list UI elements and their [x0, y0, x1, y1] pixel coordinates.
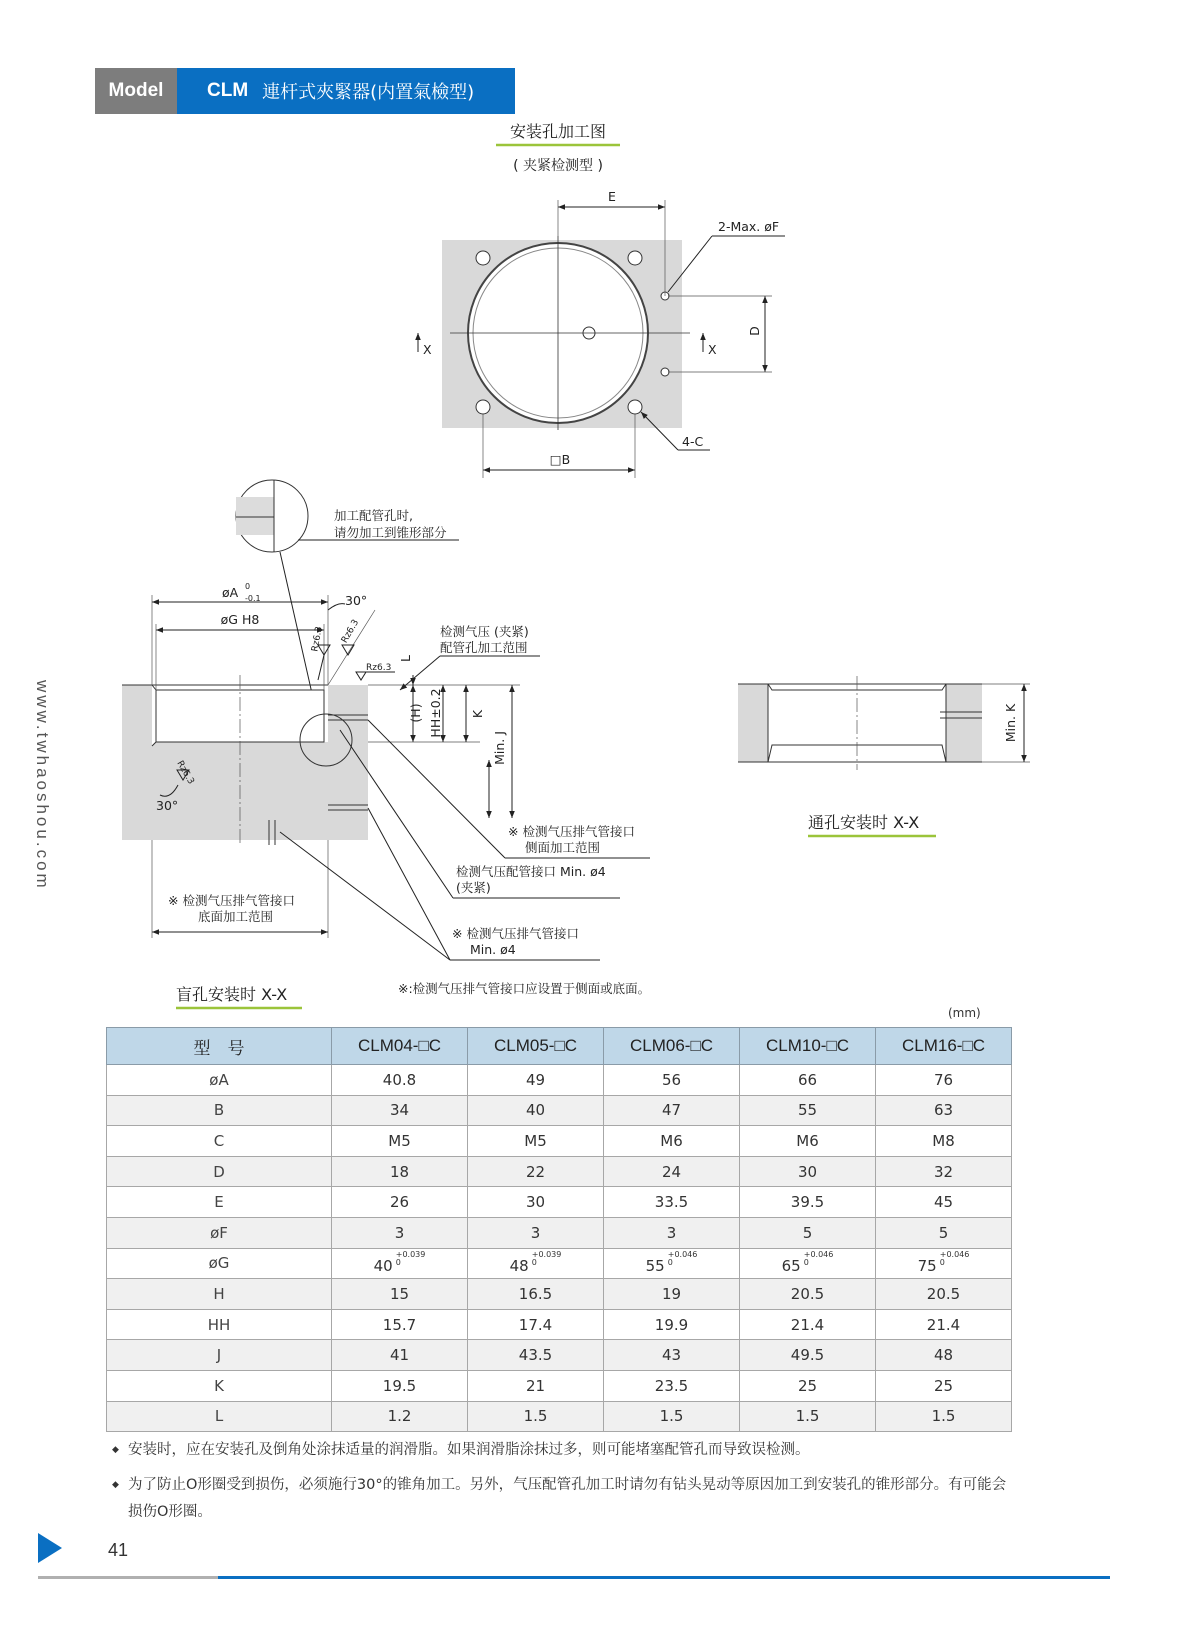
- blind-title: 盲孔安装时 X-X: [176, 985, 288, 1004]
- table-cell: [332, 1217, 468, 1248]
- table-cell: [332, 1401, 468, 1432]
- table-row: [107, 1401, 1012, 1432]
- cell-value: 65: [781, 1257, 801, 1276]
- table-row: [107, 1095, 1012, 1126]
- table-cell: [604, 1095, 740, 1126]
- cell-value: M5: [388, 1131, 411, 1150]
- row-key: øG: [107, 1248, 332, 1279]
- dim-min-k: Min. K: [1003, 703, 1018, 743]
- cell-value: 40: [373, 1257, 393, 1276]
- note-taper-2: 请勿加工到锥形部分: [334, 525, 447, 540]
- table-cell: [604, 1370, 740, 1401]
- tolerance-lower: 0: [531, 1258, 537, 1268]
- table-cell: [740, 1126, 876, 1157]
- table-row: [107, 1187, 1012, 1218]
- dim-h: (H): [408, 703, 423, 723]
- unit-label: (mm): [948, 1006, 981, 1020]
- top-view: [418, 189, 785, 478]
- header-model-5: CLM16-□C: [876, 1028, 1012, 1065]
- table-cell: [740, 1217, 876, 1248]
- cell-value: M8: [932, 1131, 955, 1150]
- page-number: 41: [108, 1540, 129, 1560]
- cell-value: 15: [389, 1284, 410, 1303]
- table-cell: [740, 1187, 876, 1218]
- cell-value: 3: [530, 1223, 541, 1242]
- cell-value: 76: [933, 1070, 954, 1089]
- table-cell: [876, 1095, 1012, 1126]
- cell-value: 33.5: [654, 1193, 689, 1212]
- cell-value: 21.4: [926, 1315, 961, 1334]
- table-cell: [468, 1095, 604, 1126]
- dim-e: E: [608, 189, 616, 204]
- dim-d: D: [747, 326, 762, 336]
- table-cell: [740, 1279, 876, 1310]
- tolerance-upper: +0.046: [667, 1250, 698, 1260]
- dim-hh: HH±0.2: [428, 688, 443, 738]
- table-cell: [604, 1309, 740, 1340]
- cell-value: 55: [797, 1101, 818, 1120]
- cell-value: 32: [933, 1162, 954, 1181]
- cell-value: 3: [666, 1223, 677, 1242]
- cell-value: 23.5: [654, 1376, 689, 1395]
- table-cell: [468, 1187, 604, 1218]
- model-label: Model: [95, 68, 177, 114]
- row-key: B: [107, 1095, 332, 1126]
- cell-value: M6: [660, 1131, 683, 1150]
- tolerance-upper: +0.039: [531, 1250, 562, 1260]
- row-key: E: [107, 1187, 332, 1218]
- cell-value: 45: [933, 1193, 954, 1212]
- tolerance-lower: 0: [803, 1258, 809, 1268]
- note-range-2: 配管孔加工范围: [440, 640, 528, 655]
- watermark: www.twhaoshou.com: [33, 680, 52, 891]
- header-model-3: CLM06-□C: [604, 1028, 740, 1065]
- table-cell: [876, 1279, 1012, 1310]
- cell-value: 40.8: [382, 1070, 417, 1089]
- tolerance: [668, 1251, 698, 1267]
- cell-value: 20.5: [926, 1284, 961, 1303]
- table-cell: [604, 1401, 740, 1432]
- table-cell: [876, 1248, 1012, 1279]
- table-cell: [876, 1340, 1012, 1371]
- note-exhaust-2: Min. ø4: [470, 942, 516, 957]
- table-cell: [332, 1187, 468, 1218]
- row-key: øF: [107, 1217, 332, 1248]
- table-cell: [332, 1065, 468, 1096]
- cell-value: 63: [933, 1101, 954, 1120]
- dim-a-tol-lower: -0.1: [245, 594, 261, 603]
- cell-value: 75: [917, 1257, 937, 1276]
- row-key: øA: [107, 1065, 332, 1096]
- cell-value: 48: [933, 1346, 954, 1365]
- table-cell: [468, 1156, 604, 1187]
- table-cell: [604, 1217, 740, 1248]
- table-cell: [604, 1156, 740, 1187]
- cell-value: 21: [525, 1376, 546, 1395]
- exhaust-footnote: ※:检测气压排气管接口应设置于侧面或底面。: [398, 981, 651, 996]
- tolerance-lower: 0: [667, 1258, 673, 1268]
- cell-value: M6: [796, 1131, 819, 1150]
- table-cell: [604, 1065, 740, 1096]
- tolerance: [940, 1251, 970, 1267]
- table-cell: [876, 1217, 1012, 1248]
- cell-value: 56: [661, 1070, 682, 1089]
- cell-value: 25: [797, 1376, 818, 1395]
- note-oring: ◆ 为了防止O形圈受到损伤，必须施行30°的锥角加工。另外，气压配管孔加工时请勿有钻头晃动等原因加工到安装孔的锥形部分。有可能会损伤O形圈。: [112, 1472, 1012, 1526]
- note-exhaust-1: ※ 检测气压排气管接口: [452, 926, 579, 941]
- table-cell: [468, 1309, 604, 1340]
- tolerance: [804, 1251, 834, 1267]
- table-cell: [876, 1309, 1012, 1340]
- table-cell: [468, 1217, 604, 1248]
- table-row: [107, 1217, 1012, 1248]
- drawing-subtitle: ( 夹紧检测型 ): [513, 158, 603, 174]
- table-row: [107, 1156, 1012, 1187]
- note-taper-1: 加工配管孔时,: [334, 508, 413, 523]
- note-port-2: (夹紧): [456, 880, 491, 895]
- product-title: 連杆式夾緊器(内置氣檢型): [262, 82, 475, 103]
- through-title: 通孔安装时 X-X: [808, 813, 920, 832]
- note-lubricant: ◆ 安装时，应在安装孔及倒角处涂抹适量的润滑脂。如果润滑脂涂抹过多，则可能堵塞配管孔而导致误检测。: [112, 1437, 1012, 1464]
- cell-value: 40: [525, 1101, 546, 1120]
- dim-a-tol-upper: 0: [245, 582, 251, 591]
- table-row: [107, 1279, 1012, 1310]
- table-cell: [332, 1095, 468, 1126]
- table-cell: [740, 1156, 876, 1187]
- table-cell: [604, 1187, 740, 1218]
- cell-value: 1.5: [659, 1407, 684, 1426]
- row-key: L: [107, 1401, 332, 1432]
- table-row: [107, 1248, 1012, 1279]
- dim-j: Min. J: [492, 731, 507, 765]
- tolerance-upper: +0.046: [939, 1250, 970, 1260]
- cell-value: 18: [389, 1162, 410, 1181]
- cell-value: 19.5: [382, 1376, 417, 1395]
- tolerance-upper: +0.039: [395, 1250, 426, 1260]
- rz-3: Rz6.3: [366, 663, 392, 673]
- note-side-1: ※ 检测气压排气管接口: [508, 824, 635, 839]
- notes: [112, 1437, 1012, 1534]
- cell-value: 26: [389, 1193, 410, 1212]
- dim-a: øA: [222, 585, 239, 600]
- cell-value: 17.4: [518, 1315, 553, 1334]
- row-key: C: [107, 1126, 332, 1157]
- header-model-4: CLM10-□C: [740, 1028, 876, 1065]
- row-key: K: [107, 1370, 332, 1401]
- table-cell: [740, 1248, 876, 1279]
- cell-value: 49.5: [790, 1346, 825, 1365]
- table-cell: [604, 1126, 740, 1157]
- cell-value: 24: [661, 1162, 682, 1181]
- table-cell: [740, 1095, 876, 1126]
- table-cell: [740, 1370, 876, 1401]
- table-cell: [740, 1401, 876, 1432]
- dim-k: K: [470, 709, 485, 719]
- note-bottom-2: 底面加工范围: [198, 909, 274, 924]
- page-arrow-icon: [38, 1533, 62, 1563]
- note-port-1: 检测气压配管接口 Min. ø4: [456, 864, 606, 879]
- note-range-1: 检测气压 (夹紧): [440, 624, 529, 639]
- cell-value: 39.5: [790, 1193, 825, 1212]
- cell-value: 30: [797, 1162, 818, 1181]
- cell-value: 30: [525, 1193, 546, 1212]
- cell-value: 1.5: [931, 1407, 956, 1426]
- cell-value: 21.4: [790, 1315, 825, 1334]
- note-bottom-1: ※ 检测气压排气管接口: [168, 893, 295, 908]
- tolerance: [532, 1251, 562, 1267]
- table-cell: [876, 1156, 1012, 1187]
- table-row: [107, 1126, 1012, 1157]
- cell-value: 15.7: [382, 1315, 417, 1334]
- table-cell: [740, 1065, 876, 1096]
- header-model: 型 号: [107, 1028, 332, 1065]
- header-model-2: CLM05-□C: [468, 1028, 604, 1065]
- cell-value: 1.2: [387, 1407, 412, 1426]
- note-side-2: 侧面加工范围: [525, 840, 601, 855]
- cell-value: 55: [645, 1257, 665, 1276]
- cell-value: 1.5: [795, 1407, 820, 1426]
- angle-bottom: 30°: [156, 798, 179, 813]
- table-cell: [740, 1340, 876, 1371]
- table-cell: [332, 1279, 468, 1310]
- rz-4: Rz6.3: [174, 759, 196, 787]
- table-row: [107, 1309, 1012, 1340]
- row-key: H: [107, 1279, 332, 1310]
- table-cell: [332, 1156, 468, 1187]
- cell-value: 22: [525, 1162, 546, 1181]
- cell-value: 16.5: [518, 1284, 553, 1303]
- table-cell: [876, 1370, 1012, 1401]
- dim-b: □B: [549, 452, 571, 467]
- cell-value: 19: [661, 1284, 682, 1303]
- footer-rule-gray: [38, 1576, 218, 1579]
- dim-g: øG H8: [220, 612, 260, 627]
- row-key: D: [107, 1156, 332, 1187]
- table-cell: [468, 1065, 604, 1096]
- cell-value: 25: [933, 1376, 954, 1395]
- cell-value: 20.5: [790, 1284, 825, 1303]
- table-cell: [468, 1126, 604, 1157]
- tolerance-upper: +0.046: [803, 1250, 834, 1260]
- table-cell: [876, 1126, 1012, 1157]
- row-key: J: [107, 1340, 332, 1371]
- cell-value: 43: [661, 1346, 682, 1365]
- rz-2: Rz6.3: [339, 618, 362, 645]
- cell-value: 43.5: [518, 1346, 553, 1365]
- table-cell: [332, 1126, 468, 1157]
- header-model-1: CLM04-□C: [332, 1028, 468, 1065]
- table-cell: [332, 1248, 468, 1279]
- dim-l: L: [398, 655, 413, 662]
- drawing-title: 安装孔加工图: [509, 122, 607, 141]
- cell-value: 66: [797, 1070, 818, 1089]
- cell-value: M5: [524, 1131, 547, 1150]
- table-cell: [468, 1401, 604, 1432]
- dim-c: 4-C: [682, 434, 704, 449]
- table-row: [107, 1340, 1012, 1371]
- table-cell: [604, 1248, 740, 1279]
- angle-top: 30°: [345, 593, 368, 608]
- cell-value: 3: [394, 1223, 405, 1242]
- tolerance-lower: 0: [395, 1258, 401, 1268]
- series-name: CLM: [207, 80, 249, 101]
- table-cell: [332, 1309, 468, 1340]
- cell-value: 1.5: [523, 1407, 548, 1426]
- cell-value: 49: [525, 1070, 546, 1089]
- table-header-row: [107, 1028, 1012, 1065]
- footer-rule-blue: [218, 1576, 1110, 1579]
- table-cell: [740, 1309, 876, 1340]
- table-cell: [468, 1279, 604, 1310]
- cell-value: 19.9: [654, 1315, 689, 1334]
- cell-value: 5: [938, 1223, 949, 1242]
- cell-value: 5: [802, 1223, 813, 1242]
- table-row: [107, 1065, 1012, 1096]
- rz-1: Rz6.3: [310, 625, 325, 653]
- dimension-table: [106, 1027, 1012, 1432]
- tolerance: [396, 1251, 426, 1267]
- through-hole-section: [738, 676, 1030, 836]
- table-row: [107, 1370, 1012, 1401]
- table-cell: [332, 1340, 468, 1371]
- table-cell: [468, 1248, 604, 1279]
- table-cell: [876, 1187, 1012, 1218]
- table-cell: [604, 1340, 740, 1371]
- table-cell: [468, 1370, 604, 1401]
- blind-hole-section: [122, 480, 650, 1008]
- dim-f: 2-Max. øF: [718, 219, 780, 234]
- cell-value: 48: [509, 1257, 529, 1276]
- row-key: HH: [107, 1309, 332, 1340]
- table-cell: [332, 1370, 468, 1401]
- section-mark-right: X: [708, 342, 717, 357]
- tolerance-lower: 0: [939, 1258, 945, 1268]
- table-cell: [876, 1401, 1012, 1432]
- cell-value: 41: [389, 1346, 410, 1365]
- cell-value: 47: [661, 1101, 682, 1120]
- table-cell: [468, 1340, 604, 1371]
- table-cell: [604, 1279, 740, 1310]
- section-mark-left: X: [423, 342, 432, 357]
- cell-value: 34: [389, 1101, 410, 1120]
- table-cell: [876, 1065, 1012, 1096]
